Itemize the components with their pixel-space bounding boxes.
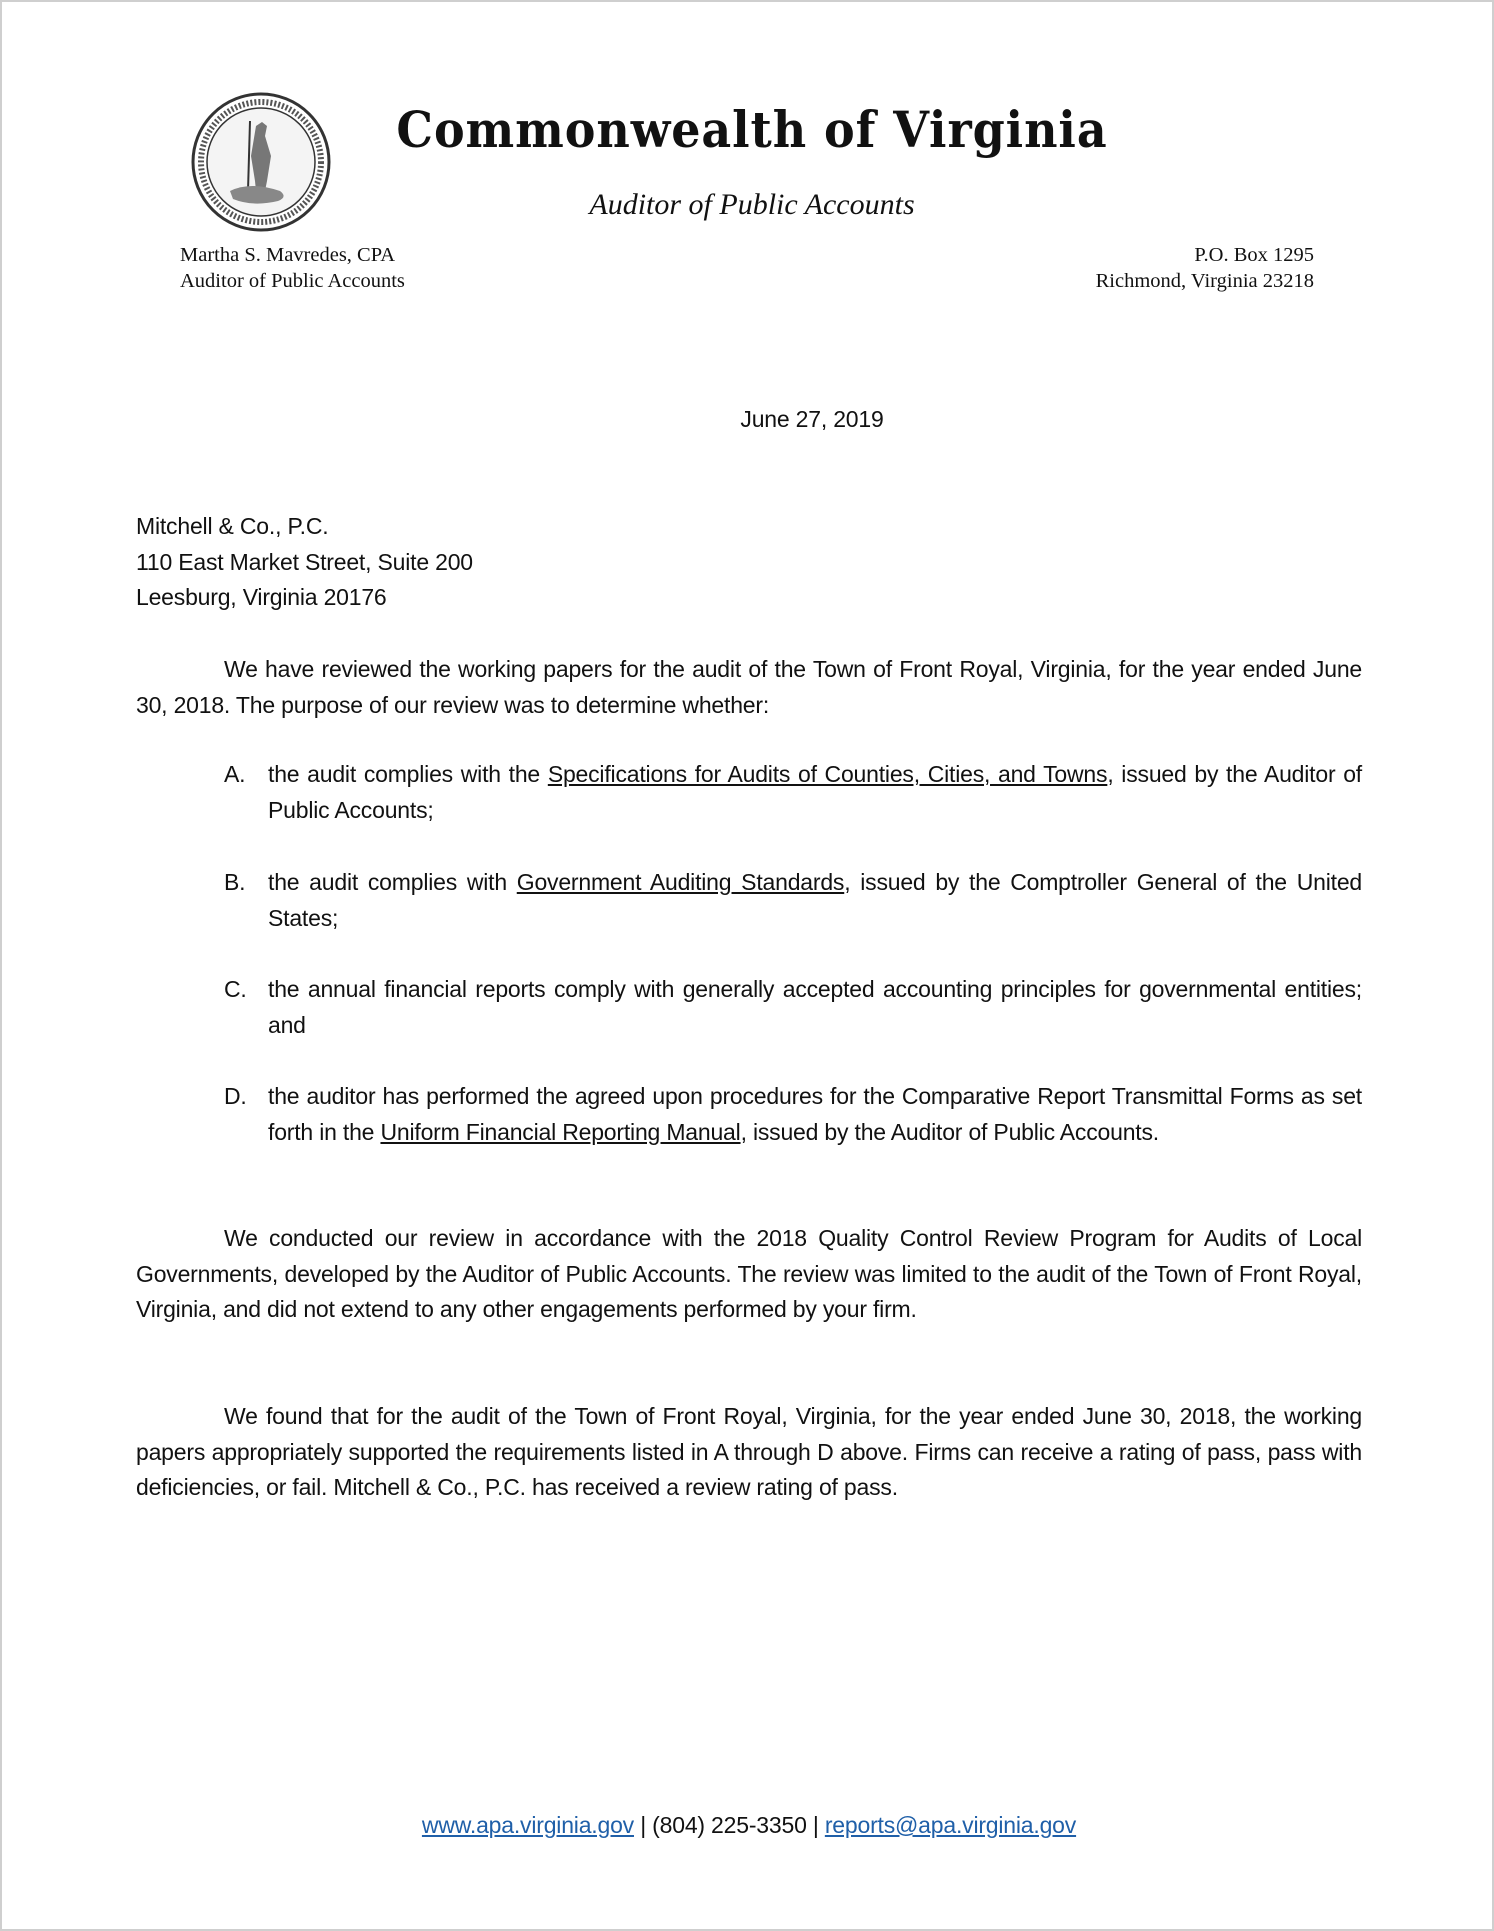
item-text: , issued by the Auditor of Public Accounts. [740, 1118, 1159, 1145]
item-letter: A. [224, 761, 246, 787]
item-text: the annual financial reports comply with generally accepted accounting principles for governmental entities; and [268, 976, 1362, 1038]
po-box: P.O. Box 1295 [1194, 244, 1314, 266]
separator: | [640, 1812, 646, 1838]
footer-contact [2, 1808, 1494, 1844]
item-title-underlined: Uniform Financial Reporting Manual [380, 1118, 741, 1145]
letterhead-subtitle: Auditor of Public Accounts [589, 188, 915, 221]
item-title-underlined: Specifications for Audits of Counties, Cities, and Towns [547, 761, 1108, 787]
item-text: the audit complies with [268, 869, 517, 895]
auditor-info [180, 242, 405, 294]
intro-paragraph [136, 652, 1362, 723]
separator: | [812, 1812, 819, 1838]
list-item-b [224, 865, 1362, 936]
recipient-line: Mitchell & Co., P.C. [136, 513, 329, 539]
item-text: the audit complies with the [268, 761, 548, 787]
letterhead-title: Commonwealth of Virginia [396, 100, 1108, 159]
recipient-address [136, 509, 473, 616]
phone-number: (804) 225-3350 [652, 1812, 807, 1838]
recipient-line: 110 East Market Street, Suite 200 [136, 548, 473, 575]
auditor-title: Auditor of Public Accounts [180, 270, 405, 292]
item-letter: B. [224, 869, 246, 895]
email-link[interactable]: reports@apa.virginia.gov [824, 1812, 1077, 1838]
item-letter: D. [224, 1083, 247, 1109]
item-text: , issued by the Comptroller General of the United States; [268, 869, 1362, 931]
item-text: , issued by the Auditor of Public Accounts; [268, 761, 1362, 823]
letter-date: June 27, 2019 [740, 406, 884, 432]
list-item-c [224, 972, 1362, 1043]
item-letter: C. [224, 976, 247, 1002]
item-text: the auditor has performed the agreed upon procedures for the Comparative Report Transmittal Forms as set forth in the [268, 1083, 1362, 1145]
office-address [1096, 242, 1314, 294]
paragraph-text: We conducted our review in accordance with the 2018 Quality Control Review Program for Audits of Local Governments, developed by the Auditor of Public Accounts. The review was limited to the audit of the Town of Front Royal, Virginia, and did not extend to any other engagements performed by your firm. [136, 1225, 1362, 1323]
city-state: Richmond, Virginia 23218 [1095, 270, 1314, 292]
list-item-a [224, 757, 1362, 828]
item-title-underlined: Government Auditing Standards [516, 869, 845, 895]
recipient-line: Leesburg, Virginia 20176 [136, 584, 387, 611]
list-item-d [224, 1079, 1362, 1150]
paragraph-text: We found that for the audit of the Town of Front Royal, Virginia, for the year ended June 30, 2018, the working papers appropriately supported the requirements listed in A through D above. Firms can receive a rating of pass, pass with deficiencies, or fail. Mitchell & Co., P.C. has received a review rating of pass. [136, 1403, 1362, 1501]
review-result-paragraph [136, 1399, 1362, 1506]
intro-text: We have reviewed the working papers for the audit of the Town of Front Royal, Virginia, for the year ended June 30, 2018. The purpose of our review was to determine whether: [136, 656, 1362, 718]
auditor-name: Martha S. Mavredes, CPA [180, 244, 396, 266]
website-link[interactable]: www.apa.virginia.gov [421, 1812, 634, 1838]
review-scope-paragraph [136, 1221, 1362, 1328]
